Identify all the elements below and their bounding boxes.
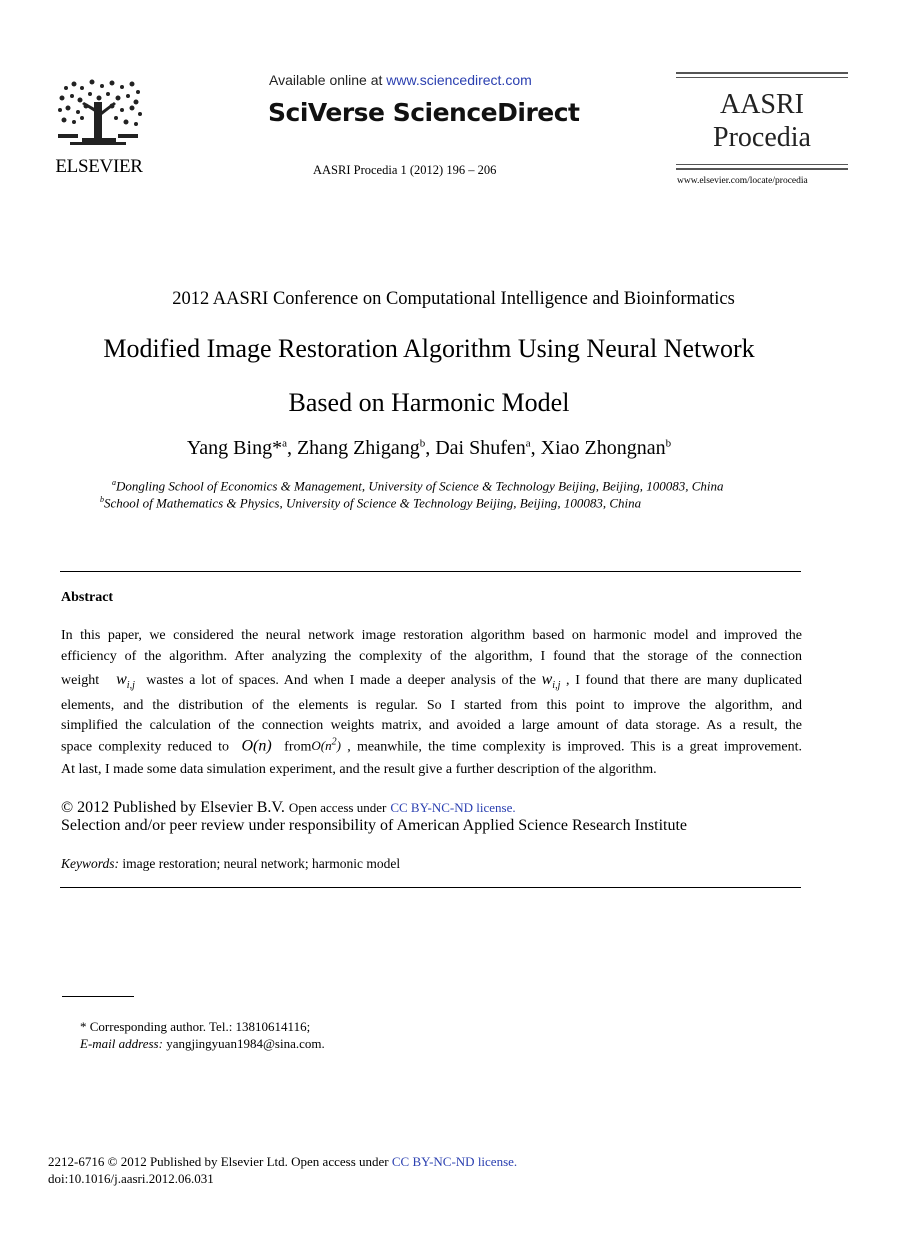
masthead-rule-bottom: [676, 168, 848, 170]
available-online: [269, 72, 532, 88]
copyright-line: [61, 799, 516, 817]
corresponding-author: * Corresponding author. Tel.: 13810614116;: [80, 1019, 311, 1034]
copyright-text: © 2012 Published by Elsevier B.V.: [61, 799, 285, 816]
journal-masthead: [676, 72, 848, 174]
abstract-text: from: [284, 739, 312, 755]
divider-bottom: [60, 887, 801, 888]
issn-text: 2212-6716 © 2012 Published by Elsevier Ltd.: [48, 1154, 288, 1169]
author-affiliation-mark: b: [419, 437, 426, 450]
author-separator: ,: [530, 437, 541, 459]
email-line: [80, 1036, 325, 1052]
paper-title-line1: Modified Image Restoration Algorithm Using Neural Network: [103, 334, 755, 363]
available-online-prefix: Available online at: [269, 72, 383, 88]
journal-name-line1: AASRI: [719, 89, 804, 120]
math-w-ij: [541, 671, 561, 692]
masthead-rule-top: [676, 72, 848, 74]
abstract-line: In this paper, we considered the neural network image restoration algorithm based on harmonic model and improved the: [61, 628, 802, 643]
email-address[interactable]: yangjingyuan1984@sina.com.: [166, 1036, 325, 1051]
author-name: Zhang Zhigang: [296, 437, 420, 459]
author-affiliation-mark: a: [282, 437, 287, 450]
abstract-line: simplified the calculation of the connection weights matrix, and avoided a large amount of data storage. As a result, the: [61, 718, 802, 733]
elsevier-logo: [52, 74, 146, 178]
math-o-n-squared: [311, 738, 341, 753]
keywords-label: Keywords:: [61, 856, 119, 871]
issn-line: [48, 1154, 517, 1170]
author-name: Dai Shufen: [435, 437, 526, 459]
journal-name: [676, 88, 848, 154]
math-close: ): [336, 738, 341, 754]
keywords: [61, 856, 400, 872]
abstract-line: [61, 671, 802, 691]
open-access-text: Open access under: [288, 800, 387, 815]
abstract-text: space complexity reduced to: [61, 739, 229, 755]
platform-logo: SciVerse ScienceDirect: [268, 98, 580, 127]
affiliation-text: Dongling School of Economics & Management, University of Science & Technology Beijing, Beijing, 100083, China: [116, 478, 724, 494]
abstract-line: [61, 737, 802, 755]
math-w-ij: [116, 671, 135, 692]
abstract-heading: Abstract: [61, 590, 114, 605]
affiliation-text: School of Mathematics & Physics, University of Science & Technology Beijing, Beijing, 100083, China: [104, 495, 642, 511]
masthead-rule-top-thin: [676, 77, 848, 78]
open-access-text: Open access under: [291, 1154, 389, 1169]
abstract-text: weight: [61, 673, 100, 688]
license-link[interactable]: CC BY-NC-ND license.: [391, 1154, 518, 1169]
author-name: Xiao Zhongnan: [540, 437, 666, 459]
abstract-line: elements, and the distribution of the elements is regular. So I started from this point to improve the algorithm, and: [61, 698, 802, 713]
keywords-text: image restoration; neural network; harmonic model: [122, 856, 401, 871]
conference-name: 2012 AASRI Conference on Computational Intelligence and Bioinformatics: [172, 289, 735, 309]
peer-review-statement: Selection and/or peer review under responsibility of American Applied Science Research Institute: [61, 817, 688, 834]
math-subscript: i,j: [126, 680, 135, 692]
math-o-n: O(n): [241, 737, 272, 755]
author-affiliation-mark: a: [525, 437, 531, 450]
abstract-line: efficiency of the algorithm. After analyzing the complexity of the algorithm, I found that the storage of the connection: [61, 649, 802, 664]
journal-name-line2: Procedia: [713, 122, 811, 153]
math-symbol: w: [541, 671, 553, 688]
abstract-text: wastes a lot of spaces. And when I made a deeper analysis of the: [146, 673, 536, 688]
affiliation-mark: b: [100, 495, 104, 504]
divider-top: [60, 571, 801, 572]
license-link[interactable]: CC BY-NC-ND license.: [390, 800, 516, 815]
email-label: E-mail address:: [80, 1036, 163, 1051]
math-base: O(n: [311, 738, 332, 754]
journal-citation: AASRI Procedia 1 (2012) 196 – 206: [313, 163, 497, 177]
sciencedirect-link[interactable]: www.sciencedirect.com: [386, 72, 532, 88]
abstract-text: , meanwhile, the time complexity is improved. This is a great improvement.: [347, 739, 803, 755]
math-symbol: w: [116, 671, 127, 688]
affiliation-b: [100, 495, 641, 511]
math-subscript: i,j: [552, 680, 561, 692]
paper-title-line2: Based on Harmonic Model: [288, 388, 570, 417]
math-exponent: 2: [331, 737, 337, 748]
affiliation-mark: a: [112, 478, 116, 487]
footnote-rule: [62, 996, 134, 997]
masthead-rule-bottom-thin: [676, 164, 848, 165]
elsevier-wordmark: ELSEVIER: [55, 156, 143, 177]
author-affiliation-mark: b: [665, 437, 672, 450]
author-name: Yang Bing*: [186, 437, 283, 459]
abstract-line: At last, I made some data simulation experiment, and the result give a further description of the algorithm.: [61, 762, 657, 777]
author-separator: ,: [425, 437, 436, 459]
author-separator: ,: [286, 437, 297, 459]
doi-line[interactable]: doi:10.1016/j.aasri.2012.06.031: [48, 1171, 214, 1186]
journal-url[interactable]: www.elsevier.com/locate/procedia: [677, 176, 808, 186]
author-list: [0, 437, 858, 460]
abstract-text: , I found that there are many duplicated: [566, 673, 803, 688]
affiliation-a: [112, 478, 724, 494]
